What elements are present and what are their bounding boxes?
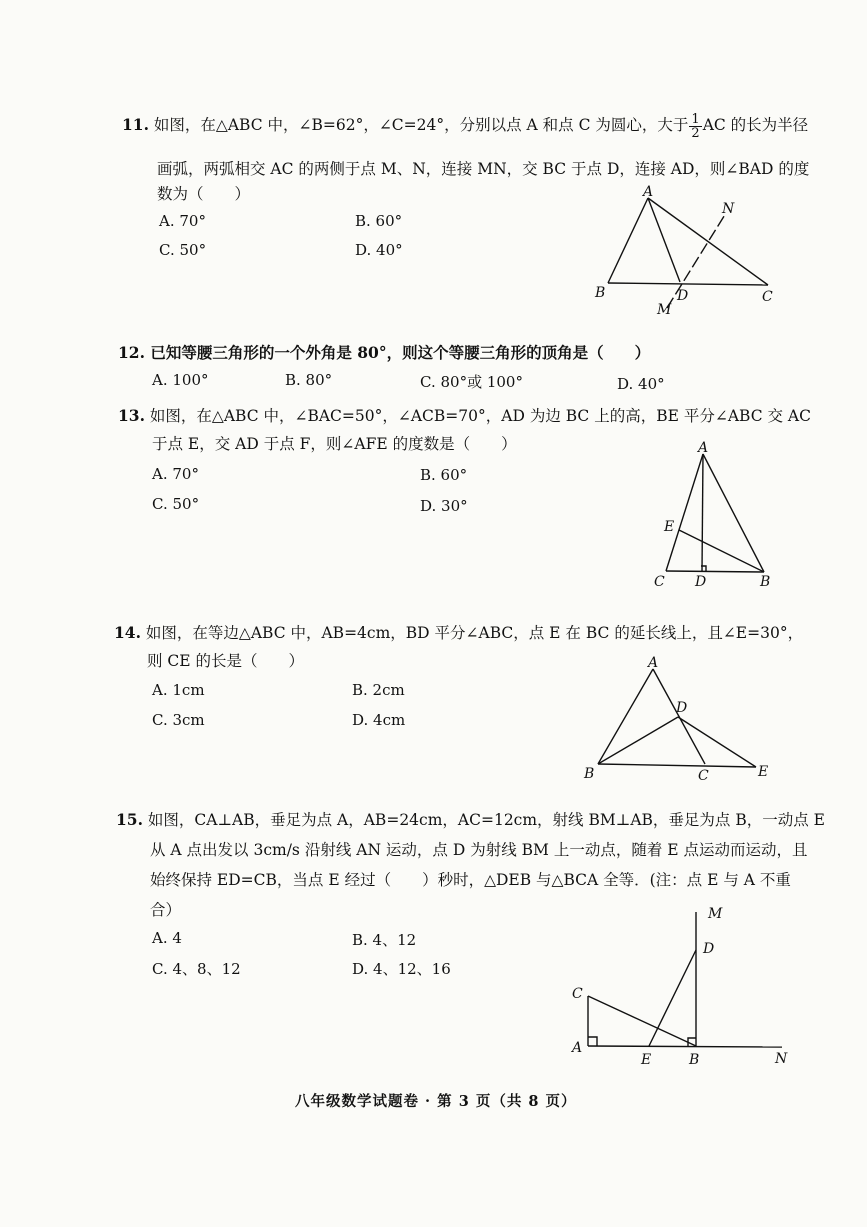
- question-11-line-1: [122, 112, 808, 140]
- question-12-option-a[interactable]: A. 100°: [152, 371, 209, 389]
- question-13-figure: [640, 438, 790, 594]
- question-15-line-3: 始终保持 ED=CB，当点 E 经过（ ）秒时，△DEB 与△BCA 全等．(注：点 E 与 A 不重: [150, 871, 791, 889]
- q13-label-e: E: [664, 519, 675, 535]
- question-15-option-a[interactable]: A. 4: [152, 929, 182, 947]
- question-13-option-a[interactable]: A. 70°: [152, 465, 199, 483]
- question-14-number: 14.: [114, 623, 141, 642]
- question-11-line-3: 数为（ ）: [157, 185, 251, 203]
- q14-label-a: A: [648, 655, 659, 671]
- question-14-figure: [578, 652, 778, 787]
- question-15-line-1: [116, 807, 825, 833]
- question-13-text: 如图，在△ABC 中，∠BAC=50°，∠ACB=70°，AD 为边 BC 上的高，BE 平分∠ABC 交 AC: [149, 407, 811, 425]
- question-15-option-b[interactable]: B. 4、12: [352, 931, 417, 949]
- question-14-option-a[interactable]: A. 1cm: [152, 681, 205, 699]
- question-12-line-1: [118, 340, 650, 366]
- q15-label-n: N: [775, 1051, 788, 1067]
- question-15-number: 15.: [116, 810, 143, 829]
- question-11-figure: [585, 180, 785, 320]
- question-13-option-c[interactable]: C. 50°: [152, 495, 200, 513]
- question-13-line-2: 于点 E，交 AD 于点 F，则∠AFE 的度数是（ ）: [152, 435, 517, 453]
- q11-label-d: D: [677, 288, 689, 304]
- q13-label-d: D: [695, 574, 707, 590]
- question-14-line-2: 则 CE 的长是（ ）: [147, 652, 305, 670]
- q11-label-m: M: [657, 302, 672, 318]
- fraction-one-half: [689, 113, 701, 140]
- question-12-option-c[interactable]: C. 80°或 100°: [420, 373, 523, 391]
- q15-label-e: E: [641, 1052, 652, 1068]
- question-15-text: 如图，CA⊥AB，垂足为点 A，AB=24cm，AC=12cm，射线 BM⊥AB，垂足为点 B，一动点 E: [147, 811, 825, 829]
- question-11-text-b: AC 的长为半径: [702, 116, 809, 134]
- q14-label-c: C: [698, 768, 709, 784]
- question-13-number: 13.: [118, 406, 145, 425]
- fraction-numerator: 1: [691, 111, 700, 127]
- q14-label-b: B: [584, 766, 595, 782]
- question-15-line-4: 合）: [150, 901, 182, 919]
- question-14-option-d[interactable]: D. 4cm: [352, 711, 406, 729]
- question-11-text-a: 如图，在△ABC 中，∠B=62°，∠C=24°，分别以点 A 和点 C 为圆心，大于: [153, 116, 689, 134]
- q15-label-c: C: [572, 986, 583, 1002]
- q15-label-a: A: [572, 1040, 583, 1056]
- question-11-option-a[interactable]: A. 70°: [159, 212, 206, 230]
- question-15-option-d[interactable]: D. 4、12、16: [352, 960, 451, 978]
- q13-label-b: B: [760, 574, 771, 590]
- question-11-option-d[interactable]: D. 40°: [355, 241, 403, 259]
- question-11-number: 11.: [122, 115, 149, 134]
- q13-label-a: A: [698, 440, 709, 456]
- q11-label-n: N: [722, 201, 735, 217]
- question-14-option-c[interactable]: C. 3cm: [152, 711, 205, 729]
- question-11-option-c[interactable]: C. 50°: [159, 241, 207, 259]
- q15-label-b: B: [689, 1052, 700, 1068]
- question-11-option-b[interactable]: B. 60°: [355, 212, 403, 230]
- question-14-text: 如图，在等边△ABC 中，AB=4cm，BD 平分∠ABC，点 E 在 BC 的延长线上，且∠E=30°，: [145, 624, 804, 642]
- question-12-option-b[interactable]: B. 80°: [285, 371, 333, 389]
- question-12-text: 已知等腰三角形的一个外角是 80°，则这个等腰三角形的顶角是（ ）: [150, 343, 651, 362]
- page-footer: 八年级数学试题卷 · 第 3 页（共 8 页）: [295, 1093, 577, 1110]
- q11-label-b: B: [595, 285, 606, 301]
- question-11-line-2: 画弧，两弧相交 AC 的两侧于点 M、N，连接 MN，交 BC 于点 D，连接 AD，则∠BAD 的度: [157, 160, 810, 178]
- question-15-option-c[interactable]: C. 4、8、12: [152, 960, 241, 978]
- q11-label-c: C: [762, 289, 773, 305]
- question-14-line-1: [114, 620, 803, 646]
- q15-label-d: D: [703, 941, 715, 957]
- question-12-option-d[interactable]: D. 40°: [617, 375, 665, 393]
- question-15-figure: [560, 900, 800, 1075]
- q14-label-e: E: [758, 764, 769, 780]
- question-13-option-b[interactable]: B. 60°: [420, 466, 468, 484]
- question-13-line-1: [118, 403, 811, 429]
- q13-label-c: C: [654, 574, 665, 590]
- question-13-option-d[interactable]: D. 30°: [420, 497, 468, 515]
- fraction-denominator: 2: [691, 125, 700, 141]
- q14-label-d: D: [676, 700, 688, 716]
- question-12-number: 12.: [118, 343, 145, 362]
- q11-label-a: A: [643, 184, 654, 200]
- question-15-line-2: 从 A 点出发以 3cm/s 沿射线 AN 运动，点 D 为射线 BM 上一动点，随着 E 点运动而运动，且: [150, 841, 808, 859]
- question-14-option-b[interactable]: B. 2cm: [352, 681, 405, 699]
- q15-label-m: M: [708, 906, 723, 922]
